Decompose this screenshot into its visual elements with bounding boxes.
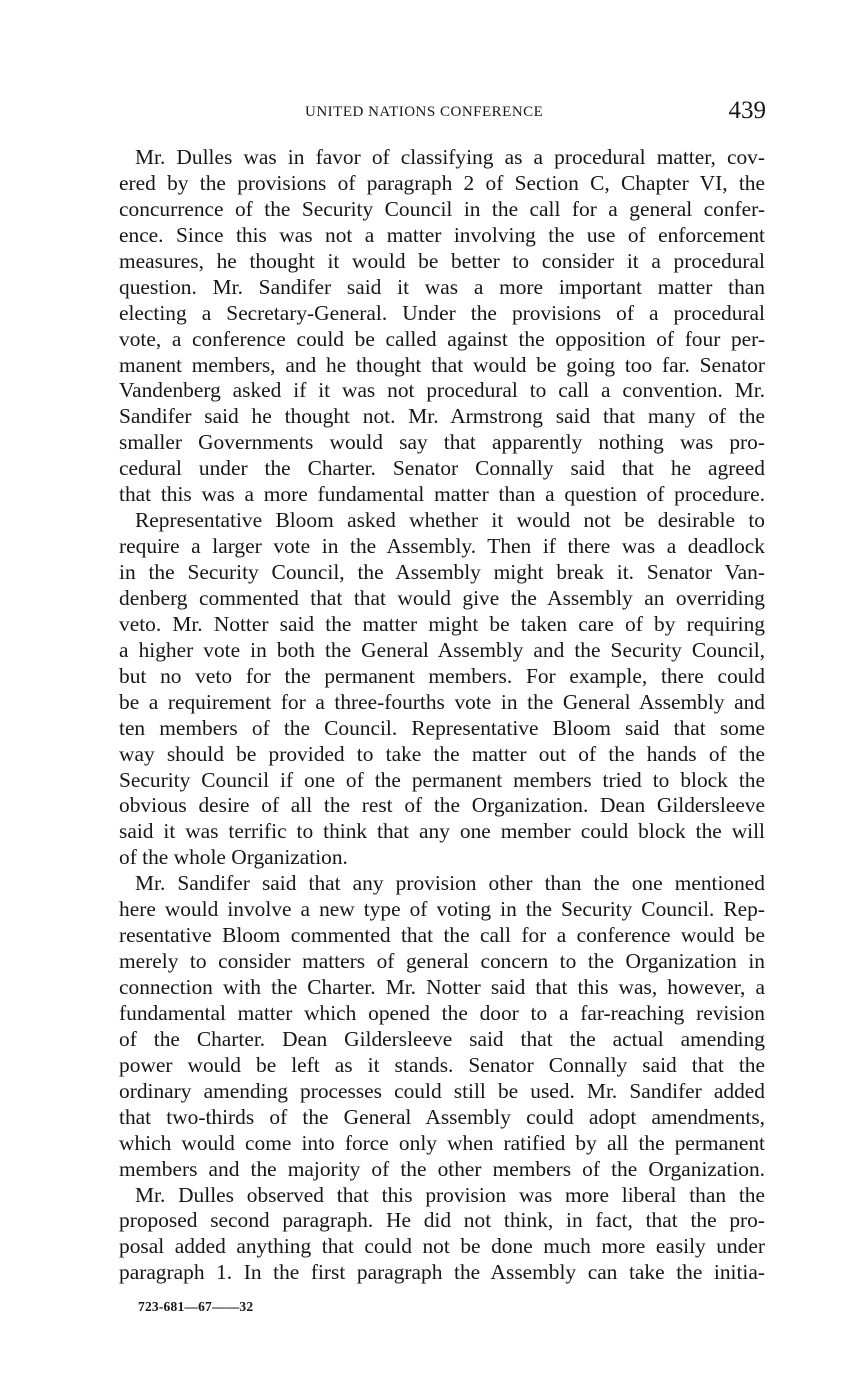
text-line: which would come into force only when ratified by all the permanent [119, 1130, 765, 1155]
text-line: Representative Bloom asked whether it would not be desirable to [135, 508, 765, 533]
text-line: way should be provided to take the matter out of the hands of the [119, 741, 765, 766]
printer-signature-line: 723-681—67——32 [138, 1299, 254, 1314]
text-line: that this was a more fundamental matter than a question of procedure. [119, 482, 765, 507]
text-line: fundamental matter which opened the door to a far-reaching revision [119, 1000, 765, 1025]
text-line: Mr. Sandifer said that any provision other than the one mentioned [135, 871, 765, 896]
text-line: Mr. Dulles was in favor of classifying as a procedural matter, cov- [135, 145, 765, 169]
text-line: Sandifer said he thought not. Mr. Armstrong said that many of the [119, 404, 765, 429]
text-line: paragraph 1. In the first paragraph the Assembly can take the initia- [119, 1260, 765, 1285]
text-line: of the whole Organization. [119, 845, 348, 870]
paragraph [119, 508, 765, 871]
text-line: ten members of the Council. Representative Bloom said that some [119, 715, 765, 740]
text-line: manent members, and he thought that would be going too far. Senator [119, 352, 765, 377]
running-title: UNITED NATIONS CONFERENCE [305, 104, 544, 120]
page-number: 439 [728, 97, 766, 124]
text-line: proposed second paragraph. He did not think, in fact, that the pro- [119, 1208, 765, 1233]
text-line: power would be left as it stands. Senator Connally said that the [119, 1052, 765, 1077]
text-line: connection with the Charter. Mr. Notter said that this was, however, a [119, 975, 765, 999]
text-line: vote, a conference could be called against the opposition of four per- [119, 326, 765, 351]
text-line: require a larger vote in the Assembly. Then if there was a deadlock [119, 534, 765, 559]
paragraph [119, 145, 765, 508]
paragraph [119, 1183, 765, 1287]
body-text [119, 145, 765, 1286]
text-line: cedural under the Charter. Senator Connally said that he agreed [119, 456, 765, 481]
text-line: Mr. Dulles observed that this provision was more liberal than the [135, 1182, 765, 1207]
text-line: ence. Since this was not a matter involving the use of enforcement [119, 222, 765, 247]
text-line: measures, he thought it would be better to consider it a procedural [119, 248, 765, 273]
text-line: obvious desire of all the rest of the Organization. Dean Gildersleeve [119, 793, 765, 818]
text-line: resentative Bloom commented that the call for a conference would be [119, 923, 765, 948]
text-line: posal added anything that could not be done much more easily under [119, 1234, 765, 1259]
text-line: ordinary amending processes could still be used. Mr. Sandifer added [119, 1078, 765, 1103]
text-line: a higher vote in both the General Assembly and the Security Council, [119, 637, 765, 662]
text-line: veto. Mr. Notter said the matter might be taken care of by requiring [119, 611, 765, 636]
text-line: smaller Governments would say that apparently nothing was pro- [119, 430, 765, 455]
paragraph [119, 871, 765, 1182]
text-line: denberg commented that that would give the Assembly an overriding [119, 585, 765, 610]
text-line: Security Council if one of the permanent members tried to block the [119, 767, 765, 792]
text-line: question. Mr. Sandifer said it was a more important matter than [119, 274, 765, 299]
text-line: here would involve a new type of voting in the Security Council. Rep- [119, 897, 765, 922]
text-line: Vandenberg asked if it was not procedural to call a convention. Mr. [119, 378, 765, 403]
text-line: ered by the provisions of paragraph 2 of Section C, Chapter VI, the [119, 170, 765, 195]
text-line: concurrence of the Security Council in the call for a general confer- [119, 196, 765, 221]
text-line: of the Charter. Dean Gildersleeve said that the actual amending [119, 1026, 765, 1051]
text-line: members and the majority of the other members of the Organization. [119, 1156, 765, 1181]
text-line: electing a Secretary-General. Under the provisions of a procedural [119, 300, 765, 325]
text-line: said it was terrific to think that any one member could block the will [119, 819, 765, 844]
text-line: that two-thirds of the General Assembly could adopt amendments, [119, 1104, 765, 1129]
text-line: in the Security Council, the Assembly might break it. Senator Van- [119, 560, 765, 584]
running-header [0, 97, 850, 130]
text-line: but no veto for the permanent members. For example, there could [119, 663, 765, 688]
text-line: be a requirement for a three-fourths vote in the General Assembly and [119, 689, 765, 714]
text-line: merely to consider matters of general concern to the Organization in [119, 949, 765, 974]
